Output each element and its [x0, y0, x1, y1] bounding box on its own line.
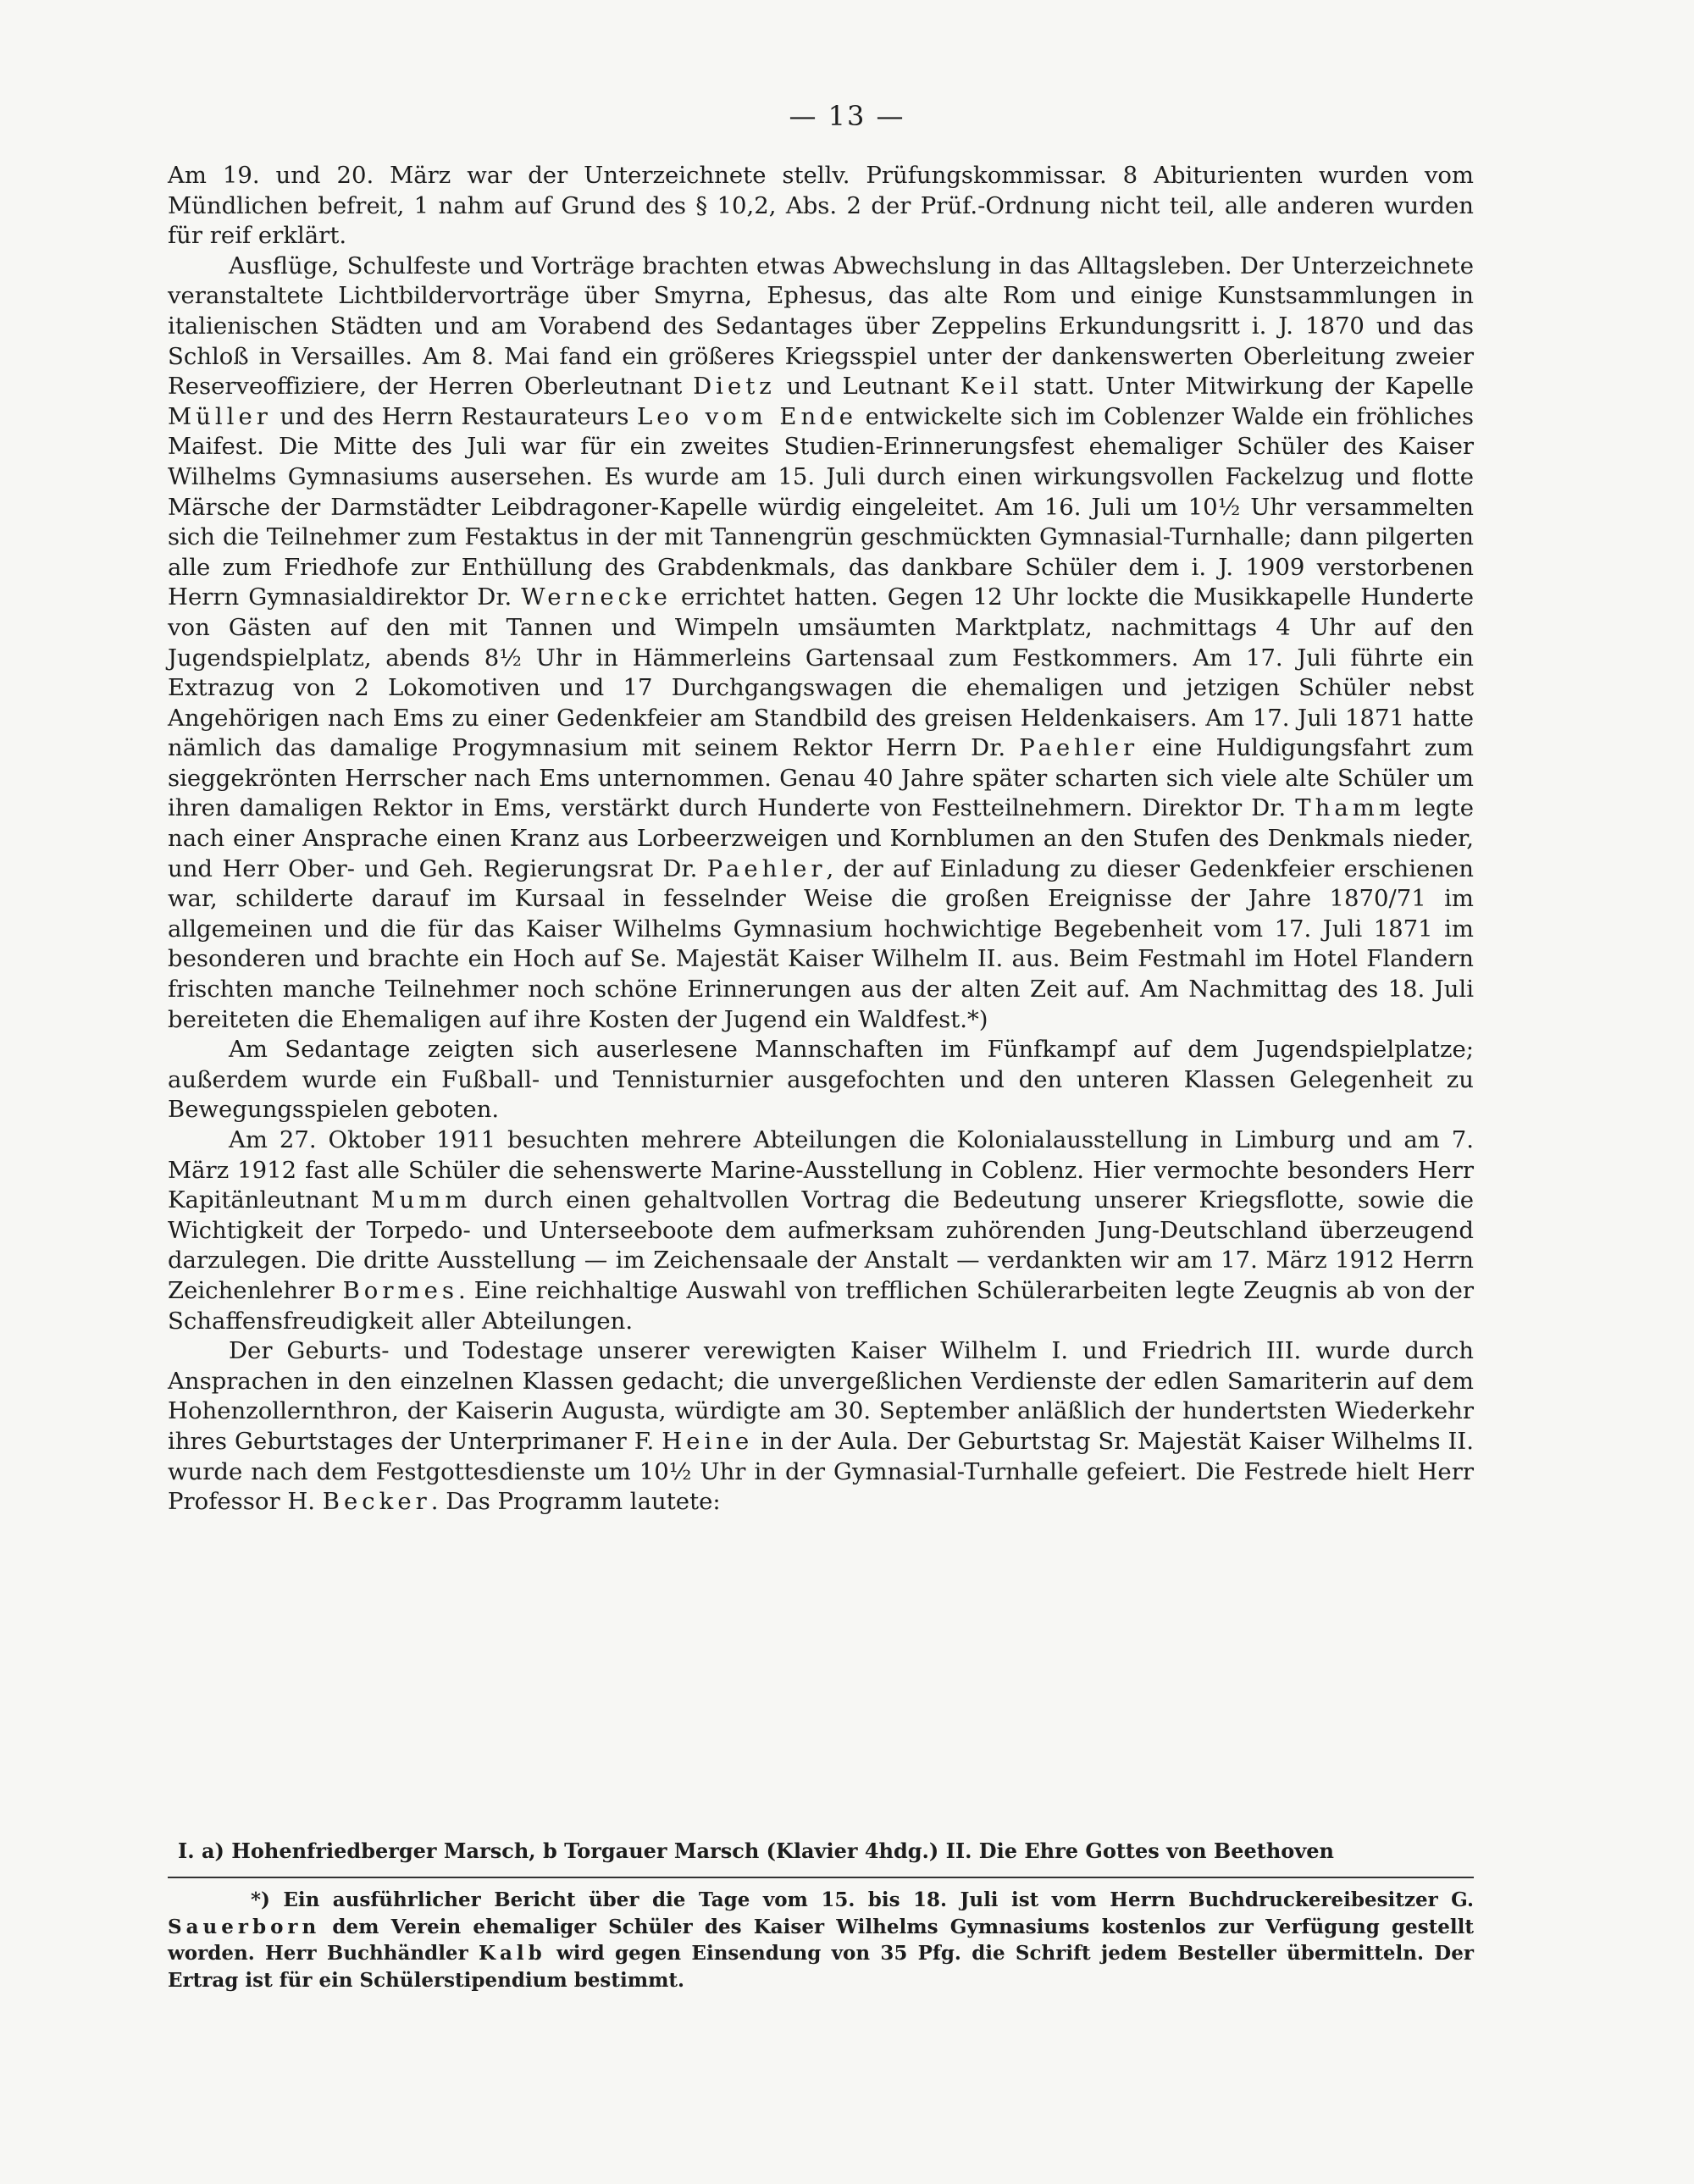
- spaced-name: Mumm: [371, 1186, 472, 1214]
- text-run: in der Aula. Der Geburtstag Sr. Majestät Kaiser Wilhelms II. wurde nach dem Festgottesdienste um 10½ Uhr in der Gymnasial-Turnhalle gefeiert. Die Festrede hielt Herr Professor H.: [168, 1427, 1474, 1516]
- text-run: wird gegen Einsendung von 35 Pfg. die Schrift jedem Besteller übermitteln. Der Ertrag ist für ein Schülerstipendium bestimmt.: [168, 1942, 1474, 1992]
- spaced-name: Kalb: [478, 1942, 546, 1965]
- spaced-name: Keil: [960, 373, 1023, 401]
- spaced-name: Leo vom Ende: [637, 402, 858, 430]
- text-run: Am 27. Oktober 1911 besuchten mehrere Abteilungen die Kolonialausstellung in Limburg und am 7. März 1912 fast alle Schüler die sehenswerte Marine-Ausstellung in Coblenz. Hier vermochte besonders Herr Kapitänleutnant: [168, 1126, 1474, 1214]
- text-run: dem Verein ehemaliger Schüler des Kaiser Wilhelms Gymnasiums kostenlos zur Verfügung gestellt worden. Herr Buchhändler: [168, 1915, 1474, 1965]
- text-run: durch einen gehaltvollen Vortrag die Bedeutung unserer Kriegsflotte, sowie die Wichtigkeit der Torpedo- und Unterseeboote dem aufmerksam zuhörenden Jung-Deutschland überzeugend darzulegen. Die dritte Ausstellung — im Zeichensaale der Anstalt — verdankten wir am 17. März 1912 Herrn Zeichenlehrer: [168, 1186, 1474, 1304]
- text-run: *) Ein ausführlicher Bericht über die Tage vom 15. bis 18. Juli ist vom Herrn Buchdruckereibesitzer G.: [251, 1888, 1474, 1911]
- spaced-name: Thamm: [1295, 794, 1405, 822]
- text-run: errichtet hatten. Gegen 12 Uhr lockte die Musikkapelle Hunderte von Gästen auf den mit Tannen und Wimpeln umsäumten Marktplatz, nachmittags 4 Uhr auf den Jugendspielplatz, abends 8½ Uhr in Hämmerleins Gartensaal zum Festkommers. Am 17. Juli führte ein Extrazug von 2 Lokomotiven und 17 Durchgangswagen die ehemaligen und jetzigen Schüler nebst Angehörigen nach Ems zu einer Gedenkfeier am Standbild des greisen Heldenkaisers. Am 17. Juli 1871 hatte nämlich das damalige Progymnasium mit seinem Rektor Herrn Dr.: [168, 583, 1474, 762]
- paragraph: [168, 1336, 1474, 1518]
- paragraph: [168, 1035, 1474, 1125]
- text-run: Der Geburts- und Todestage unserer verewigten Kaiser Wilhelm I. und Friedrich III. wurde durch Ansprachen in den einzelnen Klassen gedacht; die unvergeßlichen Verdienste der edlen Samariterin auf dem Hohenzollernthron, der Kaiserin Augusta, würdigte am 30. September anläßlich der hundertsten Wiederkehr ihres Geburtstages der Unterprimaner F.: [168, 1337, 1474, 1455]
- text-run: Am 19. und 20. März war der Unterzeichnete stellv. Prüfungskommissar. 8 Abiturienten wurden vom Mündlichen befreit, 1 nahm auf Grund des § 10,2, Abs. 2 der Prüf.-Ordnung nicht teil, alle anderen wurden für reif erklärt.: [168, 162, 1474, 250]
- paragraph: [168, 1125, 1474, 1336]
- text-run: legte nach einer Ansprache einen Kranz aus Lorbeerzweigen und Kornblumen an den Stufen des Denkmals nieder, und Herr Ober- und Geh. Regierungsrat Dr.: [168, 794, 1474, 882]
- spaced-name: Sauerborn: [168, 1915, 321, 1938]
- program-line: I. a) Hohenfriedberger Marsch, b Torgauer Marsch (Klavier 4hdg.) II. Die Ehre Gottes von Beethoven: [178, 1838, 1334, 1863]
- text-run: und Leutnant: [775, 373, 960, 401]
- text-run: . Eine reichhaltige Auswahl von trefflichen Schülerarbeiten legte Zeugnis ab von der Schaffensfreudigkeit aller Abteilungen.: [168, 1276, 1474, 1335]
- spaced-name: Becker: [322, 1488, 431, 1516]
- text-run: eine Huldigungsfahrt zum sieggekrönten Herrscher nach Ems unternommen. Genau 40 Jahre später scharten sich viele alte Schüler um ihren damaligen Rektor in Ems, verstärkt durch Hunderte von Festteilnehmern. Direktor Dr.: [168, 734, 1474, 822]
- spaced-name: Wernecke: [521, 583, 672, 611]
- text-run: , der auf Einladung zu dieser Gedenkfeier erschienen war, schilderte darauf im Kursaal in fesselnder Weise die großen Ereignisse der Jahre 1870/71 im allgemeinen und die für das Kaiser Wilhelms Gymnasium hochwichtige Begebenheit vom 17. Juli 1871 im besonderen und brachte ein Hoch auf Se. Majestät Kaiser Wilhelm II. aus. Beim Festmahl im Hotel Flandern frischten manche Teilnehmer noch schöne Erinnerungen aus der alten Zeit auf. Am Nachmittag des 18. Juli bereiteten die Ehemaligen auf ihre Kosten der Jugend ein Waldfest.*): [168, 854, 1475, 1033]
- page-number: — 13 —: [789, 100, 905, 132]
- text-run: Am Sedantage zeigten sich auserlesene Mannschaften im Fünfkampf auf dem Jugendspielplatze; außerdem wurde ein Fußball- und Tennisturnier ausgefochten und den unteren Klassen Gelegenheit zu Bewegungsspielen geboten.: [168, 1036, 1474, 1124]
- spaced-name: Heine: [662, 1427, 754, 1455]
- paragraph: [168, 252, 1474, 1035]
- spaced-name: Bormes: [342, 1276, 458, 1304]
- spaced-name: Paehler: [706, 854, 827, 882]
- spaced-name: Müller: [168, 402, 272, 430]
- text-run: entwickelte sich im Coblenzer Walde ein fröhliches Maifest. Die Mitte des Juli war für ein zweites Studien-Erinnerungsfest ehemaliger Schüler des Kaiser Wilhelms Gymnasiums ausersehen. Es wurde am 15. Juli durch einen wirkungsvollen Fackelzug und flotte Märsche der Darmstädter Leibdragoner-Kapelle würdig eingeleitet. Am 16. Juli um 10½ Uhr versammelten sich die Teilnehmer zum Festaktus in der mit Tannengrün geschmückten Gymnasial-Turnhalle; dann pilgerten alle zum Friedhofe zur Enthüllung des Grabdenkmals, das dankbare Schüler dem i. J. 1909 verstorbenen Herrn Gymnasialdirektor Dr.: [168, 402, 1474, 611]
- text-run: . Das Programm lautete:: [430, 1488, 721, 1516]
- footnote-divider: [168, 1877, 1474, 1878]
- footnote: [168, 1887, 1474, 1993]
- footnote-paragraph: [168, 1887, 1474, 1993]
- text-run: Ausflüge, Schulfeste und Vorträge brachten etwas Abwechslung in das Alltagsleben. Der Unterzeichnete veranstaltete Lichtbildervorträge über Smyrna, Ephesus, das alte Rom und einige Kunstsammlungen in italienischen Städten und am Vorabend des Sedantages über Zeppelins Erkundungsritt i. J. 1870 und das Schloß in Versailles. Am 8. Mai fand ein größeres Kriegsspiel unter der dankenswerten Oberleitung zweier Reserveoffiziere, der Herren Oberleutnant: [168, 252, 1474, 401]
- spaced-name: Paehler: [1019, 734, 1139, 762]
- text-run: statt. Unter Mitwirkung der Kapelle: [1022, 373, 1474, 401]
- paragraph: [168, 161, 1474, 252]
- text-run: und des Herrn Restaurateurs: [271, 402, 638, 430]
- spaced-name: Dietz: [693, 373, 776, 401]
- body-text: [168, 161, 1474, 1518]
